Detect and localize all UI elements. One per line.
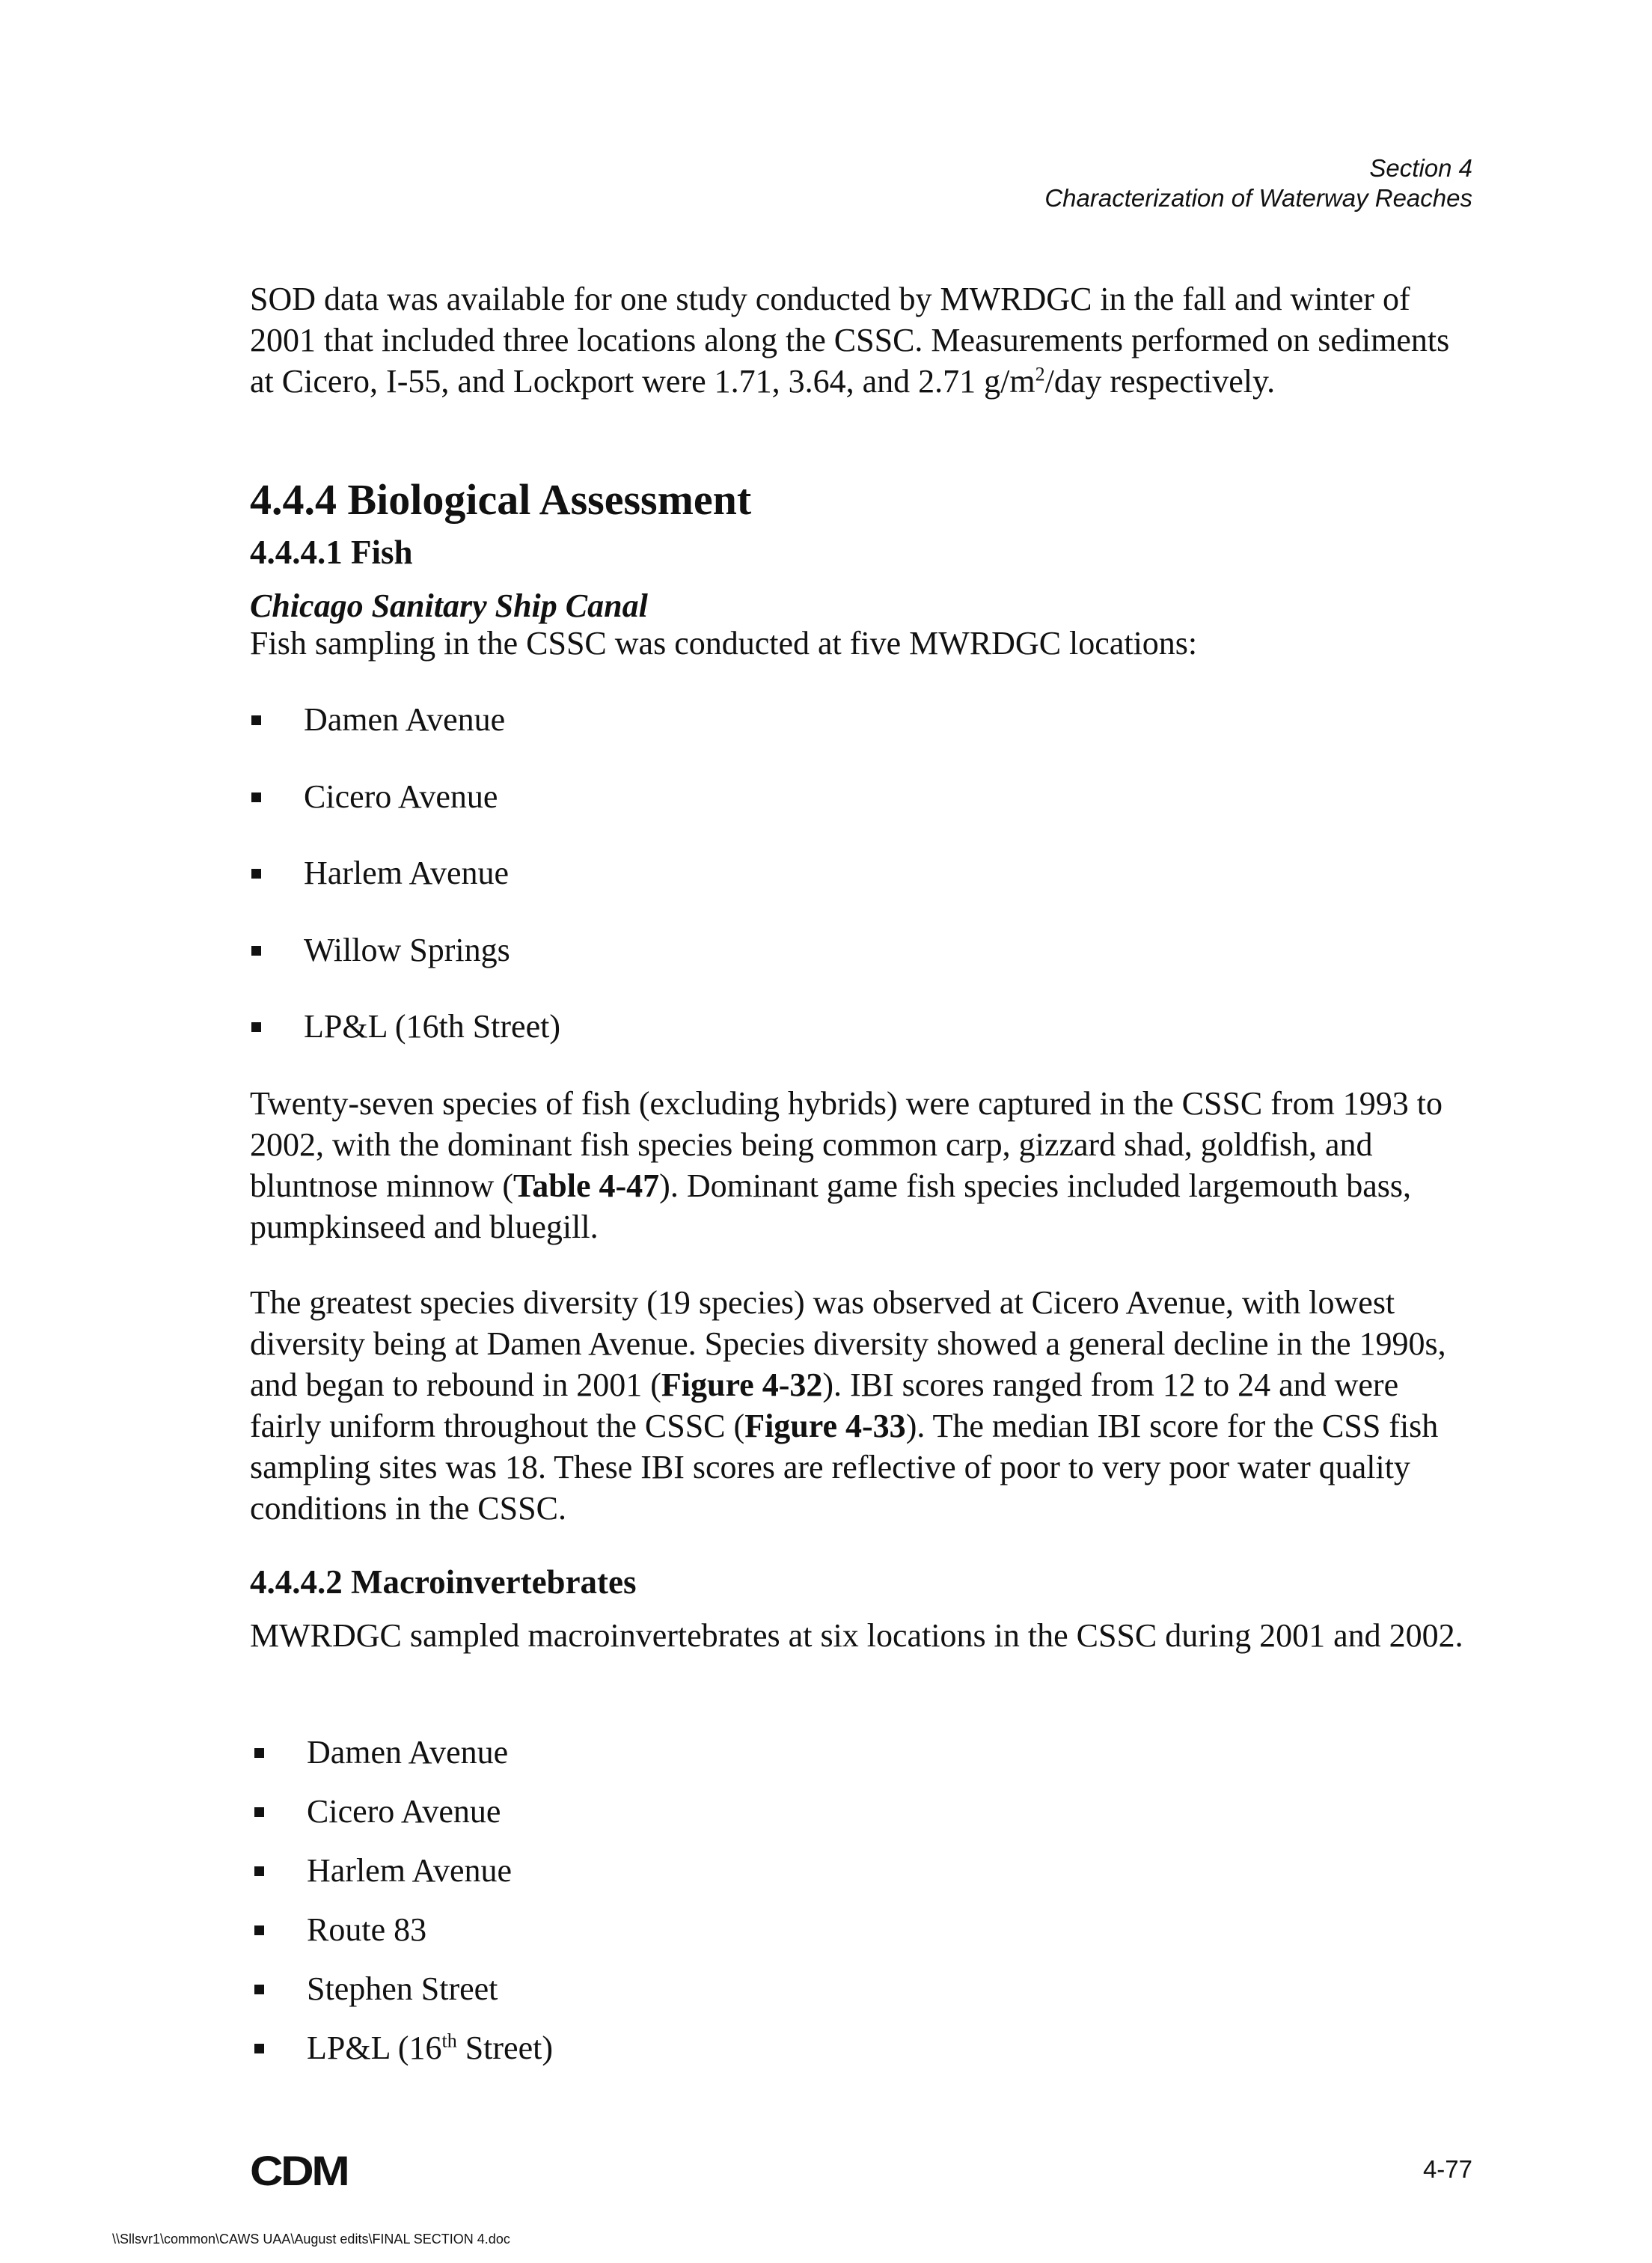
file-path: \\Sllsvr1\common\CAWS UAA\August edits\FINAL SECTION 4.doc	[112, 2232, 510, 2247]
macro-intro: MWRDGC sampled macroinvertebrates at six locations in the CSSC during 2001 and 2002.	[250, 1617, 1463, 1654]
cdm-logo: CDM	[250, 2147, 348, 2194]
subheading-chicago-sanitary-ship-canal: Chicago Sanitary Ship Canal	[250, 587, 648, 624]
sod-paragraph	[250, 278, 1477, 402]
table-reference: Table 4-47	[513, 1167, 660, 1204]
header-section: Section 4	[1369, 154, 1472, 182]
bullet-icon	[251, 1022, 261, 1032]
bullet-icon	[254, 1985, 264, 1994]
heading-macroinvertebrates: 4.4.4.2 Macroinvertebrates	[250, 1563, 637, 1601]
sod-text-end: /day respectively.	[1044, 363, 1276, 400]
bullet-icon	[254, 1748, 264, 1758]
running-header	[1044, 153, 1472, 213]
page-number: 4-77	[1422, 2155, 1472, 2183]
figure-reference: Figure 4-32	[661, 1366, 823, 1403]
fish-intro: Fish sampling in the CSSC was conducted at five MWRDGC locations:	[250, 625, 1198, 662]
bullet-icon	[251, 715, 261, 725]
bullet-icon	[254, 1807, 264, 1817]
bullet-icon	[251, 869, 261, 879]
heading-fish: 4.4.4.1 Fish	[250, 534, 413, 571]
bullet-icon	[254, 1925, 264, 1935]
bullet-icon	[251, 946, 261, 956]
bullet-icon	[254, 1866, 264, 1876]
species-paragraph: Twenty-seven species of fish (excluding hybrids) were captured in the CSSC from 1993 to 2002, with the dominant fish species being common carp, gizzard shad, goldfish, and bluntnose minnow (Table 4-47). Dominant game fish species included largemouth bass, pumpkinseed and bluegill.	[250, 1085, 1443, 1245]
bullet-icon	[251, 792, 261, 802]
diversity-paragraph: The greatest species diversity (19 species) was observed at Cicero Avenue, with lowest diversity being at Damen Avenue. Species diversity showed a general decline in the 1990s, and began to rebound in 2001 (Figure 4-32). IBI scores ranged from 12 to 24 and were fairly uniform throughout the CSSC (Figure 4-33). The median IBI score for the CSS fish sampling sites was 18. These IBI scores are reflective of poor to very poor water quality conditions in the CSSC.	[250, 1284, 1446, 1527]
bullet-icon	[254, 2044, 264, 2053]
unit-superscript: 2	[1035, 363, 1045, 385]
sod-text: SOD data was available for one study conducted by MWRDGC in the fall and winter of 2001 that included three locations along the CSSC. Measurements performed on sediments at Cicero, I-55, and Lockport were 1.71, 3.64, and 2.71 g/m	[250, 281, 1450, 400]
figure-reference: Figure 4-33	[744, 1408, 906, 1444]
header-title: Characterization of Waterway Reaches	[1044, 184, 1472, 212]
heading-biological-assessment: 4.4.4 Biological Assessment	[250, 475, 752, 524]
